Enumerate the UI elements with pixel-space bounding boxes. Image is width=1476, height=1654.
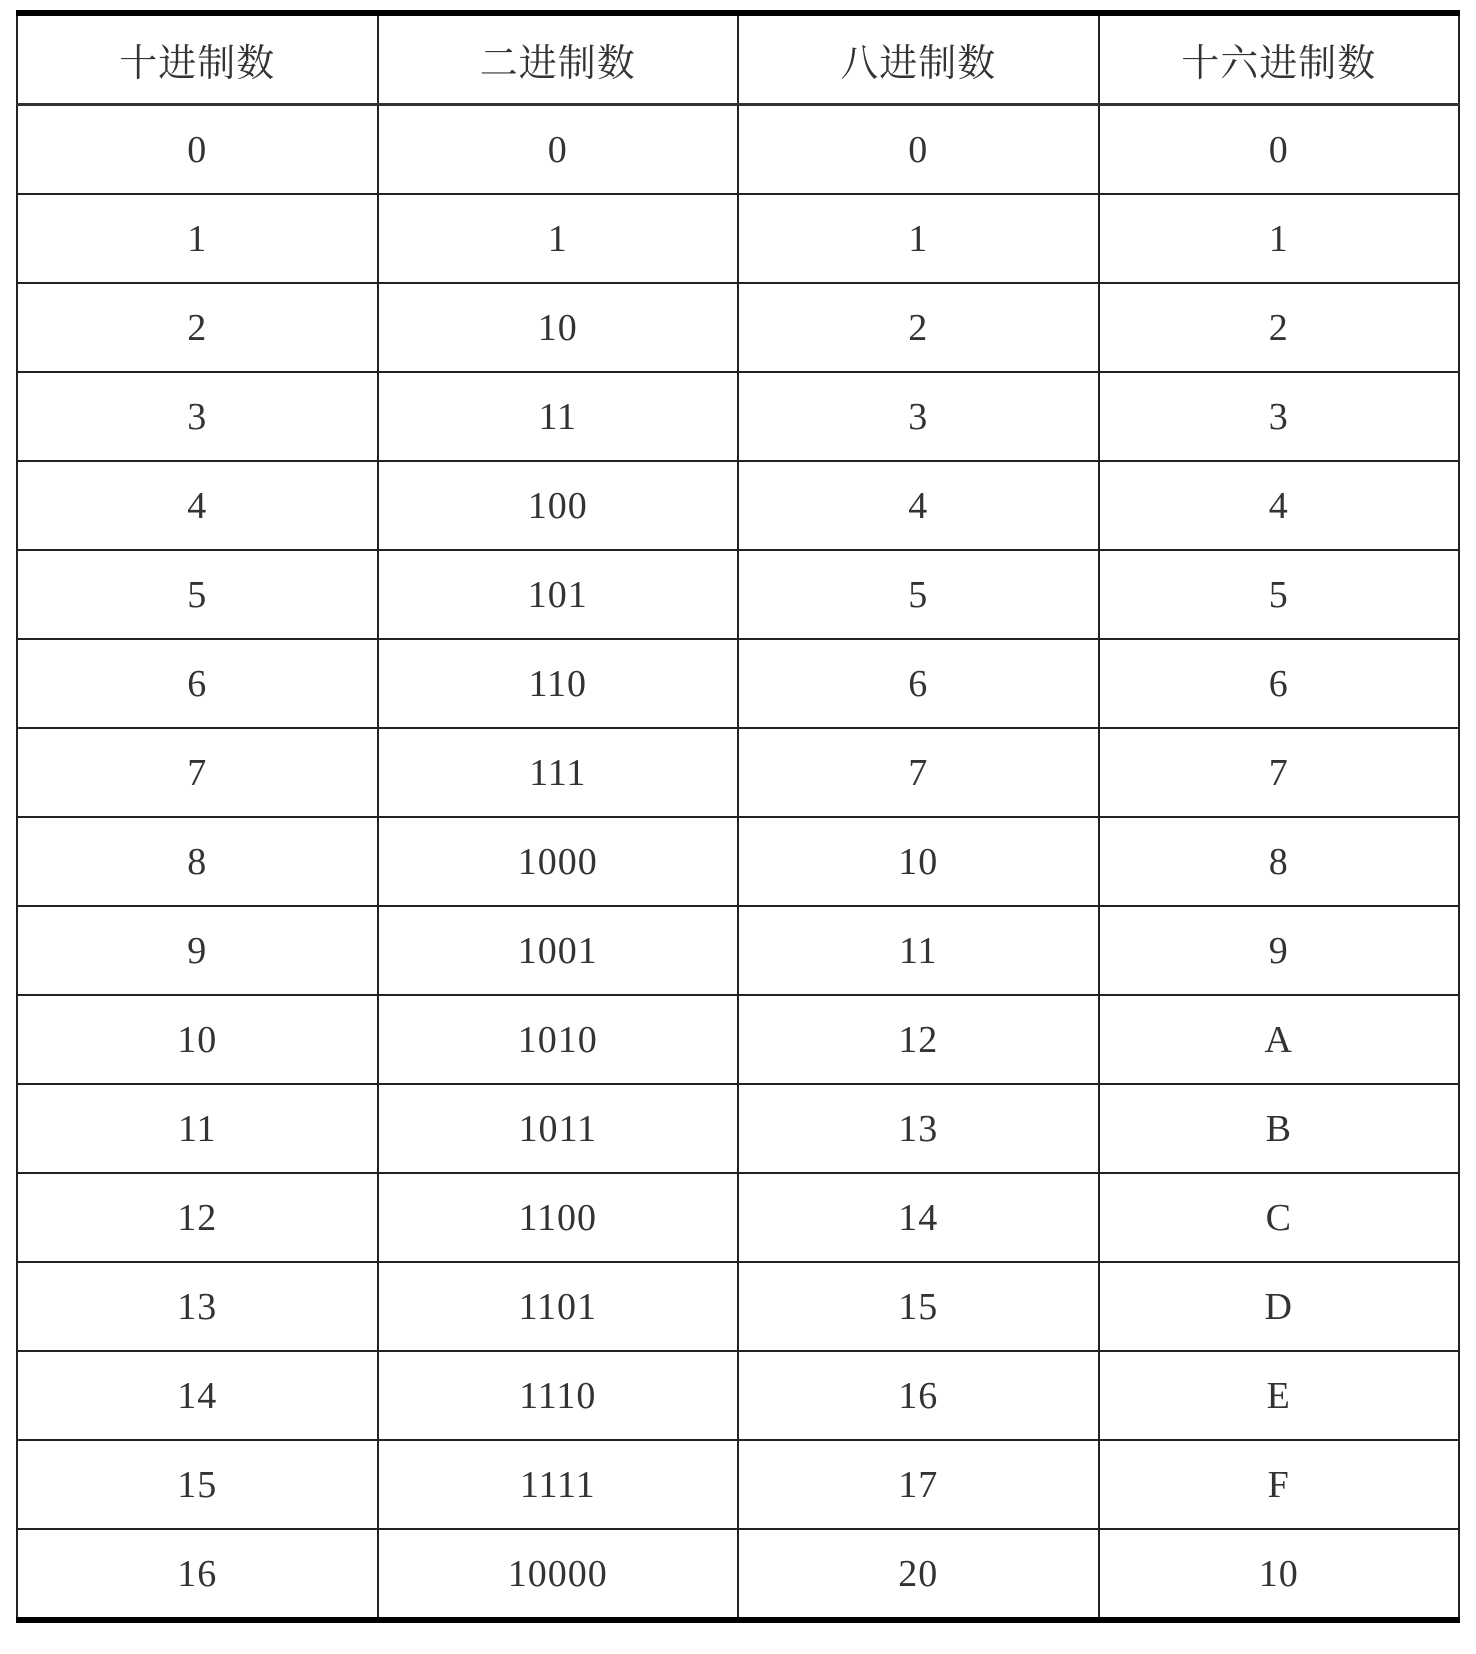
binary-cell: 101	[378, 550, 739, 639]
table-row	[17, 817, 1459, 906]
decimal-cell: 9	[17, 906, 378, 995]
table-row	[17, 372, 1459, 461]
decimal-cell: 14	[17, 1351, 378, 1440]
table-header	[17, 13, 1459, 105]
binary-cell: 1	[378, 194, 739, 283]
table-row	[17, 461, 1459, 550]
table-row	[17, 1529, 1459, 1620]
octal-cell: 0	[738, 105, 1099, 195]
table-row	[17, 1173, 1459, 1262]
decimal-cell: 2	[17, 283, 378, 372]
table-body	[17, 105, 1459, 1621]
binary-cell: 100	[378, 461, 739, 550]
octal-cell: 12	[738, 995, 1099, 1084]
binary-cell: 1110	[378, 1351, 739, 1440]
binary-cell: 111	[378, 728, 739, 817]
binary-cell: 10000	[378, 1529, 739, 1620]
decimal-cell: 3	[17, 372, 378, 461]
hex-cell: 2	[1099, 283, 1460, 372]
table-row	[17, 1440, 1459, 1529]
octal-cell: 13	[738, 1084, 1099, 1173]
binary-cell: 1001	[378, 906, 739, 995]
table-row	[17, 1351, 1459, 1440]
hex-cell: C	[1099, 1173, 1460, 1262]
number-system-conversion-table	[16, 10, 1460, 1623]
table-row	[17, 1262, 1459, 1351]
binary-cell: 110	[378, 639, 739, 728]
decimal-cell: 12	[17, 1173, 378, 1262]
octal-cell: 5	[738, 550, 1099, 639]
table-row	[17, 550, 1459, 639]
octal-cell: 2	[738, 283, 1099, 372]
decimal-cell: 1	[17, 194, 378, 283]
octal-cell: 11	[738, 906, 1099, 995]
hex-cell: 1	[1099, 194, 1460, 283]
octal-cell: 16	[738, 1351, 1099, 1440]
binary-cell: 1010	[378, 995, 739, 1084]
table-row	[17, 1084, 1459, 1173]
table-row	[17, 906, 1459, 995]
hex-cell: 5	[1099, 550, 1460, 639]
header-hexadecimal: 十六进制数	[1099, 13, 1460, 105]
binary-cell: 1100	[378, 1173, 739, 1262]
decimal-cell: 0	[17, 105, 378, 195]
binary-cell: 1111	[378, 1440, 739, 1529]
octal-cell: 1	[738, 194, 1099, 283]
octal-cell: 14	[738, 1173, 1099, 1262]
header-decimal: 十进制数	[17, 13, 378, 105]
decimal-cell: 5	[17, 550, 378, 639]
binary-cell: 1000	[378, 817, 739, 906]
table-row	[17, 283, 1459, 372]
hex-cell: D	[1099, 1262, 1460, 1351]
hex-cell: 10	[1099, 1529, 1460, 1620]
table-row	[17, 194, 1459, 283]
decimal-cell: 16	[17, 1529, 378, 1620]
hex-cell: 8	[1099, 817, 1460, 906]
octal-cell: 3	[738, 372, 1099, 461]
binary-cell: 1011	[378, 1084, 739, 1173]
table-row	[17, 639, 1459, 728]
hex-cell: 0	[1099, 105, 1460, 195]
hex-cell: 6	[1099, 639, 1460, 728]
hex-cell: 7	[1099, 728, 1460, 817]
decimal-cell: 6	[17, 639, 378, 728]
octal-cell: 17	[738, 1440, 1099, 1529]
hex-cell: 3	[1099, 372, 1460, 461]
header-row	[17, 13, 1459, 105]
table-row	[17, 105, 1459, 195]
octal-cell: 15	[738, 1262, 1099, 1351]
octal-cell: 7	[738, 728, 1099, 817]
table-row	[17, 728, 1459, 817]
octal-cell: 6	[738, 639, 1099, 728]
hex-cell: F	[1099, 1440, 1460, 1529]
binary-cell: 10	[378, 283, 739, 372]
decimal-cell: 10	[17, 995, 378, 1084]
decimal-cell: 8	[17, 817, 378, 906]
decimal-cell: 4	[17, 461, 378, 550]
header-binary: 二进制数	[378, 13, 739, 105]
decimal-cell: 13	[17, 1262, 378, 1351]
octal-cell: 10	[738, 817, 1099, 906]
decimal-cell: 7	[17, 728, 378, 817]
hex-cell: E	[1099, 1351, 1460, 1440]
binary-cell: 11	[378, 372, 739, 461]
hex-cell: 9	[1099, 906, 1460, 995]
decimal-cell: 15	[17, 1440, 378, 1529]
hex-cell: 4	[1099, 461, 1460, 550]
hex-cell: A	[1099, 995, 1460, 1084]
table-row	[17, 995, 1459, 1084]
binary-cell: 0	[378, 105, 739, 195]
conversion-table-container	[16, 10, 1460, 1623]
binary-cell: 1101	[378, 1262, 739, 1351]
octal-cell: 20	[738, 1529, 1099, 1620]
hex-cell: B	[1099, 1084, 1460, 1173]
octal-cell: 4	[738, 461, 1099, 550]
decimal-cell: 11	[17, 1084, 378, 1173]
header-octal: 八进制数	[738, 13, 1099, 105]
